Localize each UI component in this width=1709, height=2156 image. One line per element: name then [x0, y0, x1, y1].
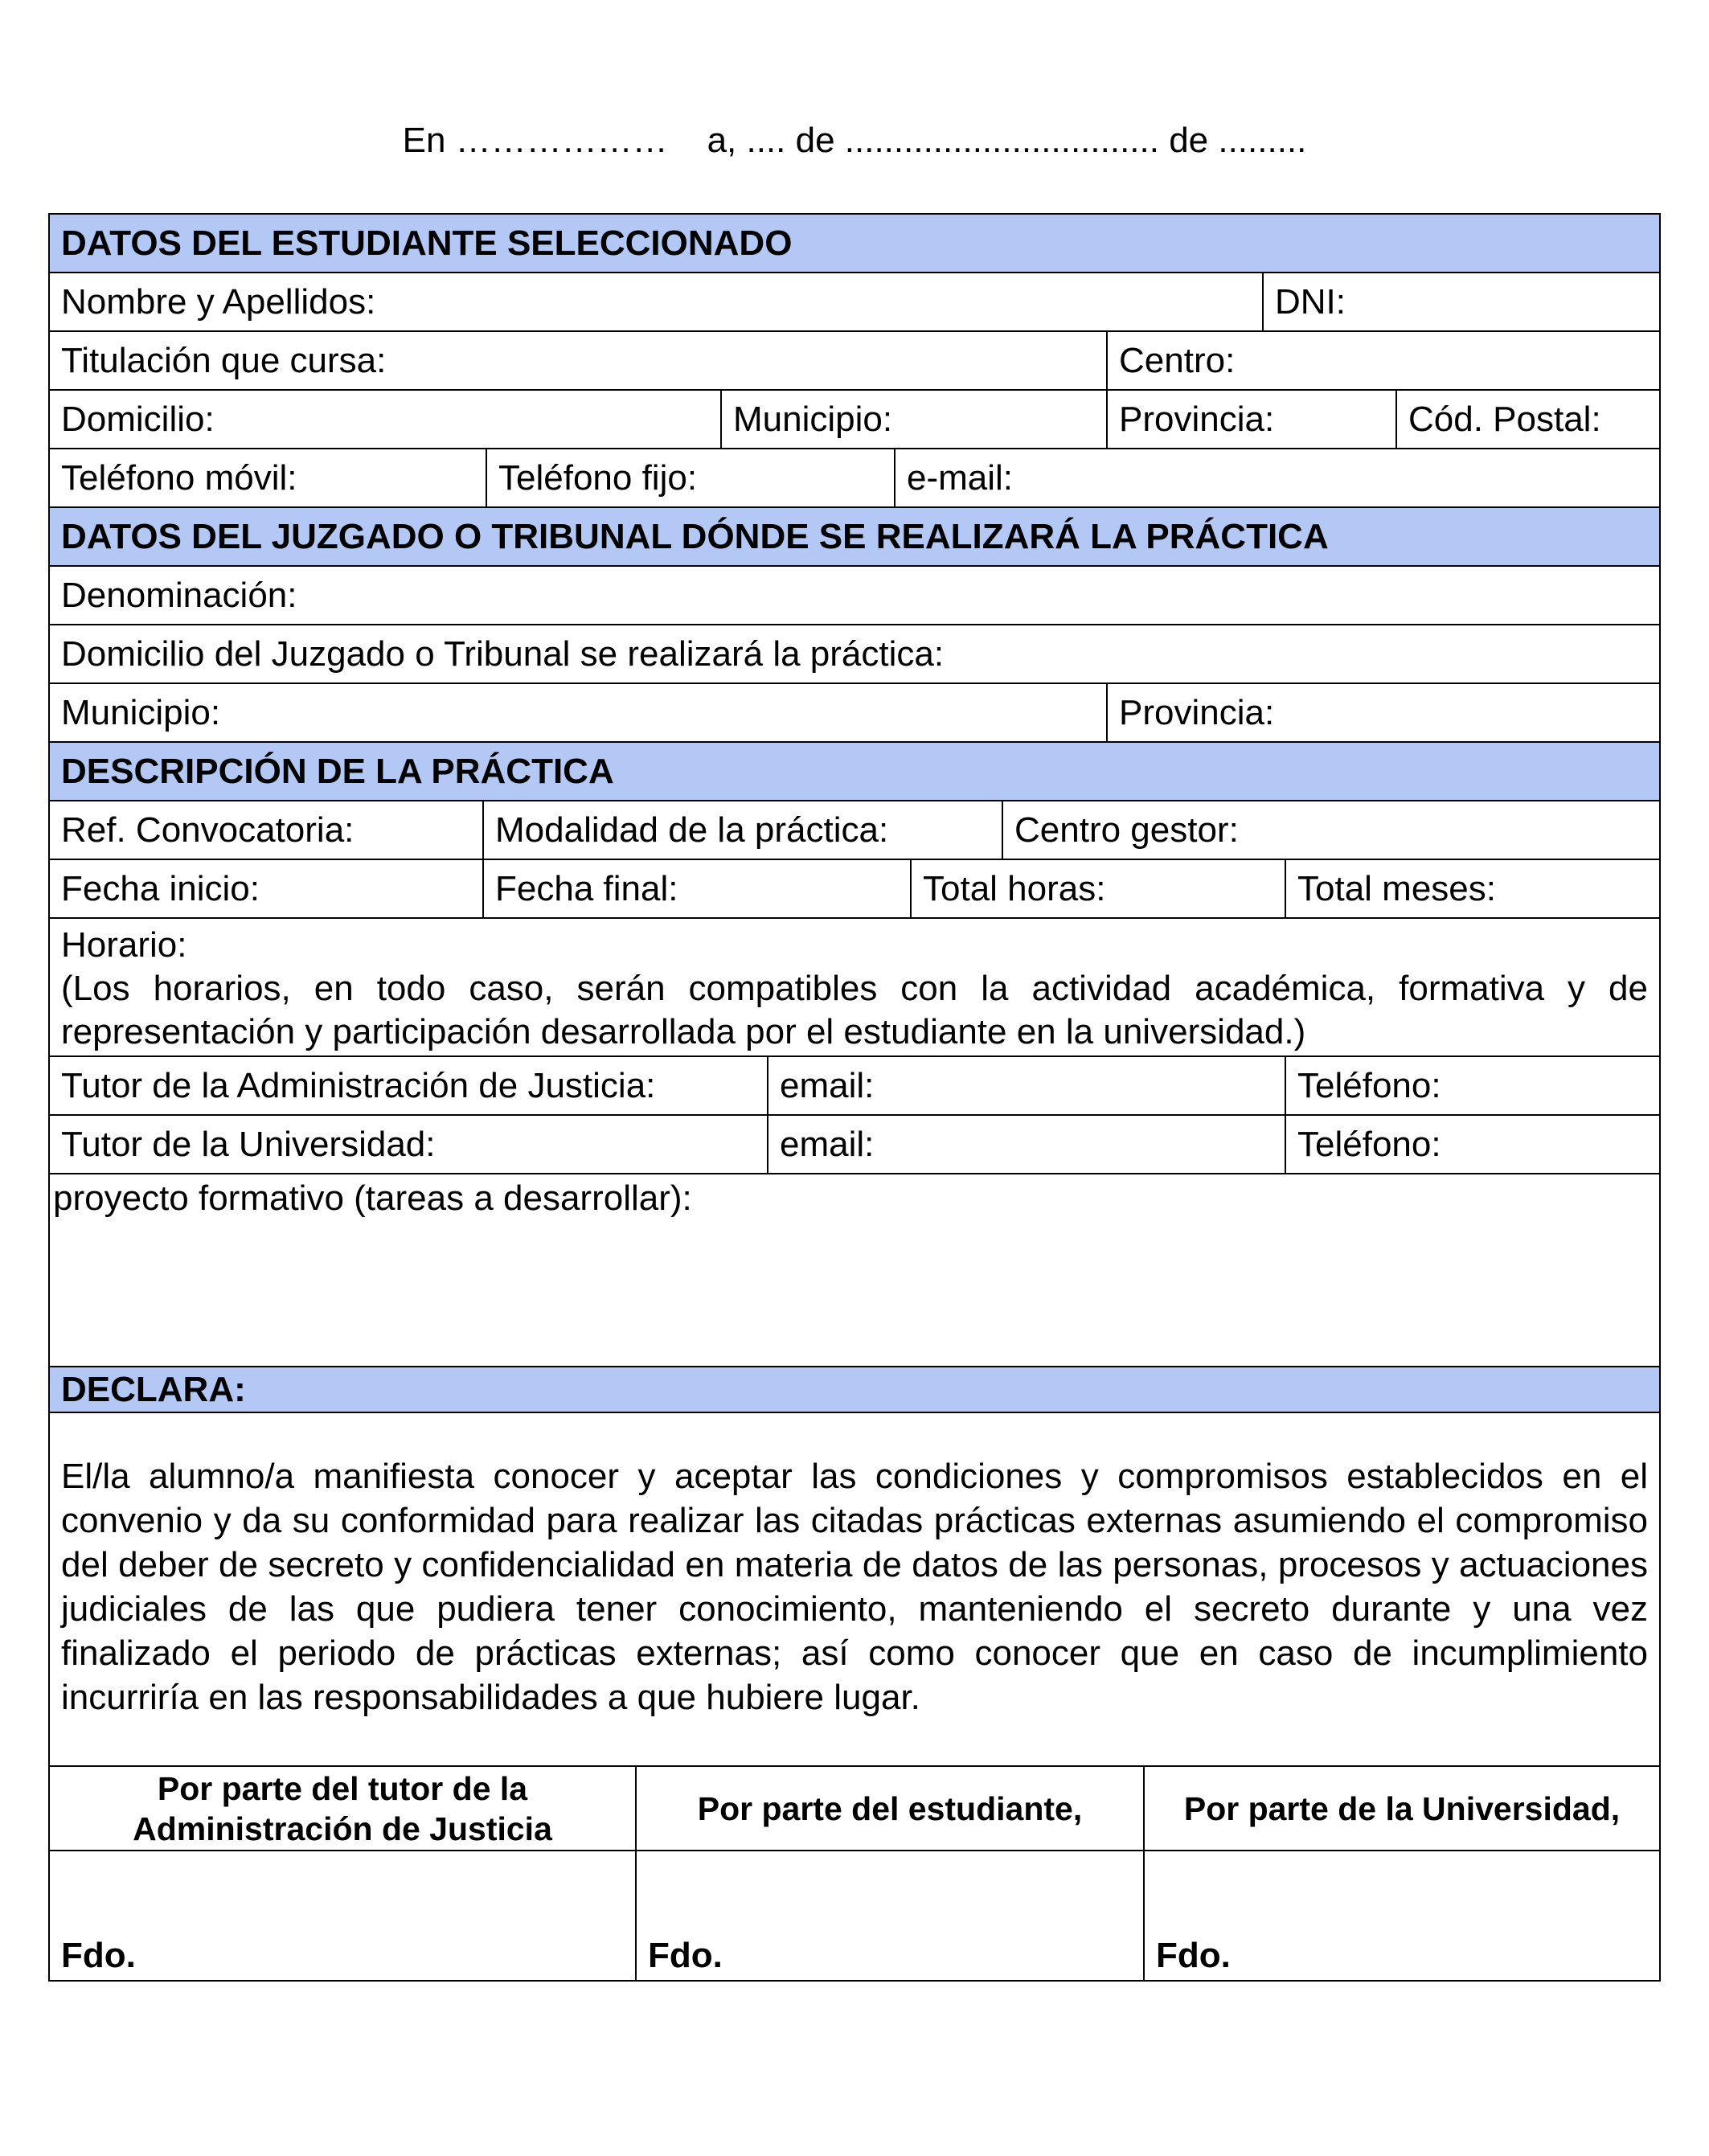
- section-header-court: [50, 508, 1661, 567]
- practice-modality-field[interactable]: Modalidad de la práctica:: [484, 801, 1003, 859]
- student-degree-field[interactable]: Titulación que cursa:: [50, 332, 1108, 389]
- section-header-practice: [50, 743, 1661, 801]
- signature-box-tutor[interactable]: [50, 1851, 637, 1980]
- section-header-student: [50, 215, 1661, 273]
- form-row: [50, 449, 1661, 508]
- schedule-note: (Los horarios, en todo caso, serán compatibles con la actividad académica, formativa y de representación y participación desarrollada por el estudiante en la universidad.): [61, 969, 1648, 1051]
- section-header-declara: [50, 1367, 1661, 1413]
- student-dni-field[interactable]: DNI:: [1264, 273, 1661, 330]
- form-row: [50, 1057, 1661, 1116]
- practice-total-months-field[interactable]: Total meses:: [1286, 860, 1661, 917]
- signature-heading-tutor: [50, 1767, 637, 1850]
- application-form: [48, 213, 1661, 1982]
- date-line: En ……………… a, .... de ................................ de .........: [402, 121, 1307, 160]
- practice-managing-centre-field[interactable]: Centro gestor:: [1003, 801, 1661, 859]
- signature-label: Fdo.: [648, 1936, 723, 1975]
- form-row: [50, 860, 1661, 919]
- student-name-field[interactable]: Nombre y Apellidos:: [50, 273, 1264, 330]
- practice-ref-field[interactable]: Ref. Convocatoria:: [50, 801, 484, 859]
- university-tutor-field[interactable]: Tutor de la Universidad:: [50, 1116, 768, 1173]
- form-row: [50, 801, 1661, 860]
- training-project-field[interactable]: proyecto formativo (tareas a desarrollar):: [50, 1174, 1661, 1366]
- form-row: [50, 625, 1661, 684]
- signature-heading-student: Por parte del estudiante,: [637, 1767, 1145, 1850]
- section-title: DATOS DEL JUZGADO O TRIBUNAL DÓNDE SE REALIZARÁ LA PRÁCTICA: [50, 508, 1661, 565]
- practice-end-field[interactable]: Fecha final:: [484, 860, 912, 917]
- university-tutor-phone-field[interactable]: Teléfono:: [1286, 1116, 1661, 1173]
- student-postal-code-field[interactable]: Cód. Postal:: [1397, 391, 1661, 448]
- signature-label: Fdo.: [1156, 1936, 1231, 1975]
- signature-header-row: [50, 1767, 1661, 1851]
- student-address-field[interactable]: Domicilio:: [50, 391, 722, 448]
- signature-heading-tutor-line2: Administración de Justicia: [133, 1810, 552, 1847]
- section-title: DATOS DEL ESTUDIANTE SELECCIONADO: [50, 215, 1661, 272]
- student-mobile-field[interactable]: Teléfono móvil:: [50, 449, 487, 506]
- justice-tutor-field[interactable]: Tutor de la Administración de Justicia:: [50, 1057, 768, 1114]
- student-email-field[interactable]: e-mail:: [895, 449, 1661, 506]
- university-tutor-email-field[interactable]: email:: [768, 1116, 1286, 1173]
- court-address-field[interactable]: Domicilio del Juzgado o Tribunal se realizará la práctica:: [50, 625, 1661, 682]
- signature-heading-tutor-line1: Por parte del tutor de la: [157, 1769, 528, 1807]
- declaration-text: El/la alumno/a manifiesta conocer y aceptar las condiciones y compromisos establecidos en el convenio y da su conformidad para realizar las citadas prácticas externas asumiendo el compromiso del deber de secreto y confidencialidad en materia de datos de las personas, procesos y actuaciones judiciales de las que pudiera tener conocimiento, manteniendo el secreto durante y una vez finalizado el periodo de prácticas externas; así como conocer que en caso de incumplimiento incurriría en las responsabilidades a que hubiere lugar.: [50, 1413, 1661, 1765]
- signature-box-university[interactable]: [1145, 1851, 1661, 1980]
- form-row: [50, 391, 1661, 449]
- form-row: [50, 919, 1661, 1057]
- form-row: [50, 567, 1661, 625]
- form-row: [50, 332, 1661, 391]
- schedule-label: Horario:: [61, 925, 187, 965]
- court-municipality-field[interactable]: Municipio:: [50, 684, 1108, 741]
- signature-heading-university: Por parte de la Universidad,: [1145, 1767, 1661, 1850]
- student-province-field[interactable]: Provincia:: [1108, 391, 1397, 448]
- signature-label: Fdo.: [61, 1936, 136, 1975]
- form-row: [50, 1174, 1661, 1367]
- section-title: DECLARA:: [50, 1367, 1661, 1412]
- form-row: [50, 684, 1661, 743]
- student-centre-field[interactable]: Centro:: [1108, 332, 1661, 389]
- court-denomination-field[interactable]: Denominación:: [50, 567, 1661, 624]
- justice-tutor-phone-field[interactable]: Teléfono:: [1286, 1057, 1661, 1114]
- signature-box-student[interactable]: [637, 1851, 1145, 1980]
- justice-tutor-email-field[interactable]: email:: [768, 1057, 1286, 1114]
- form-row: [50, 1116, 1661, 1174]
- form-row: [50, 1413, 1661, 1767]
- practice-total-hours-field[interactable]: Total horas:: [912, 860, 1286, 917]
- student-municipality-field[interactable]: Municipio:: [722, 391, 1108, 448]
- form-row: [50, 273, 1661, 332]
- court-province-field[interactable]: Provincia:: [1108, 684, 1661, 741]
- student-landline-field[interactable]: Teléfono fijo:: [487, 449, 895, 506]
- signature-row: [50, 1851, 1661, 1982]
- practice-schedule-field[interactable]: [50, 919, 1661, 1055]
- section-title: DESCRIPCIÓN DE LA PRÁCTICA: [50, 743, 1661, 800]
- practice-start-field[interactable]: Fecha inicio:: [50, 860, 484, 917]
